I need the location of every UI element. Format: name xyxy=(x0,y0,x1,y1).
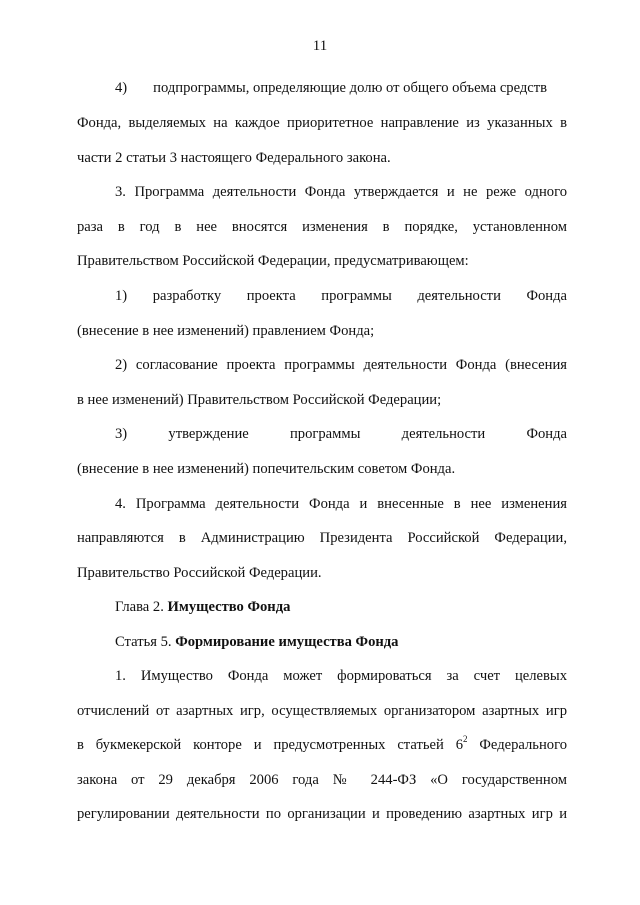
superscript: 2 xyxy=(463,734,468,744)
subitem-2-line-2: в нее изменений) Правительством Российской Федерации; xyxy=(77,392,442,408)
article-5-paragraph-1-line-1: 1. Имущество Фонда может формироваться за счет целевых xyxy=(115,668,567,684)
article-heading xyxy=(115,633,567,651)
article-5-paragraph-1-line-3 xyxy=(77,736,567,754)
subitem-3-line-2: (внесение в нее изменений) попечительским советом Фонда. xyxy=(77,461,456,477)
article-5-paragraph-1-line-5: регулировании деятельности по организации и проведению азартных игр и xyxy=(77,806,567,822)
paragraph-3-line-1: 3. Программа деятельности Фонда утверждается и не реже одного xyxy=(115,184,567,200)
paragraph-4-line-3: Правительство Российской Федерации. xyxy=(77,565,322,581)
chapter-label: Глава 2. xyxy=(115,599,164,615)
article-title: Формирование имущества Фонда xyxy=(175,634,399,650)
item-4-line-2: Фонда, выделяемых на каждое приоритетное направление из указанных в xyxy=(77,115,567,131)
paragraph-4-line-1: 4. Программа деятельности Фонда и внесенные в нее изменения xyxy=(115,496,567,512)
article-5-paragraph-1-line-2: отчислений от азартных игр, осуществляемых организатором азартных игр xyxy=(77,703,567,719)
subitem-3-line-1: 3) утверждение программы деятельности Фонда xyxy=(115,426,567,442)
article-5-paragraph-1-line-4: закона от 29 декабря 2006 года № 244-ФЗ «О государственном xyxy=(77,772,567,788)
item-4-line-3: части 2 статьи 3 настоящего Федерального закона. xyxy=(77,150,391,166)
subitem-1-line-2: (внесение в нее изменений) правлением Фонда; xyxy=(77,323,375,339)
chapter-title: Имущество Фонда xyxy=(167,599,291,615)
item-4-text: подпрограммы, определяющие долю от общего объема средств xyxy=(153,80,548,96)
article-label: Статья 5. xyxy=(115,634,172,650)
subitem-2-line-1: 2) согласование проекта программы деятельности Фонда (внесения xyxy=(115,357,567,373)
paragraph-3-line-2: раза в год в нее вносятся изменения в порядке, установленном xyxy=(77,219,567,235)
subitem-1-line-1: 1) разработку проекта программы деятельности Фонда xyxy=(115,288,567,304)
page-number: 11 xyxy=(312,38,328,54)
paragraph-4-line-2: направляются в Администрацию Президента Российской Федерации, xyxy=(77,530,567,546)
chapter-heading xyxy=(115,598,567,616)
paragraph-3-line-3: Правительством Российской Федерации, предусматривающем: xyxy=(77,253,469,269)
item-4-number: 4) xyxy=(115,80,128,96)
line-3-text-b: Федерального xyxy=(467,737,567,753)
line-3-text-a: в букмекерской конторе и предусмотренных статьей 6 xyxy=(77,737,463,753)
item-4-line-1 xyxy=(115,79,567,97)
